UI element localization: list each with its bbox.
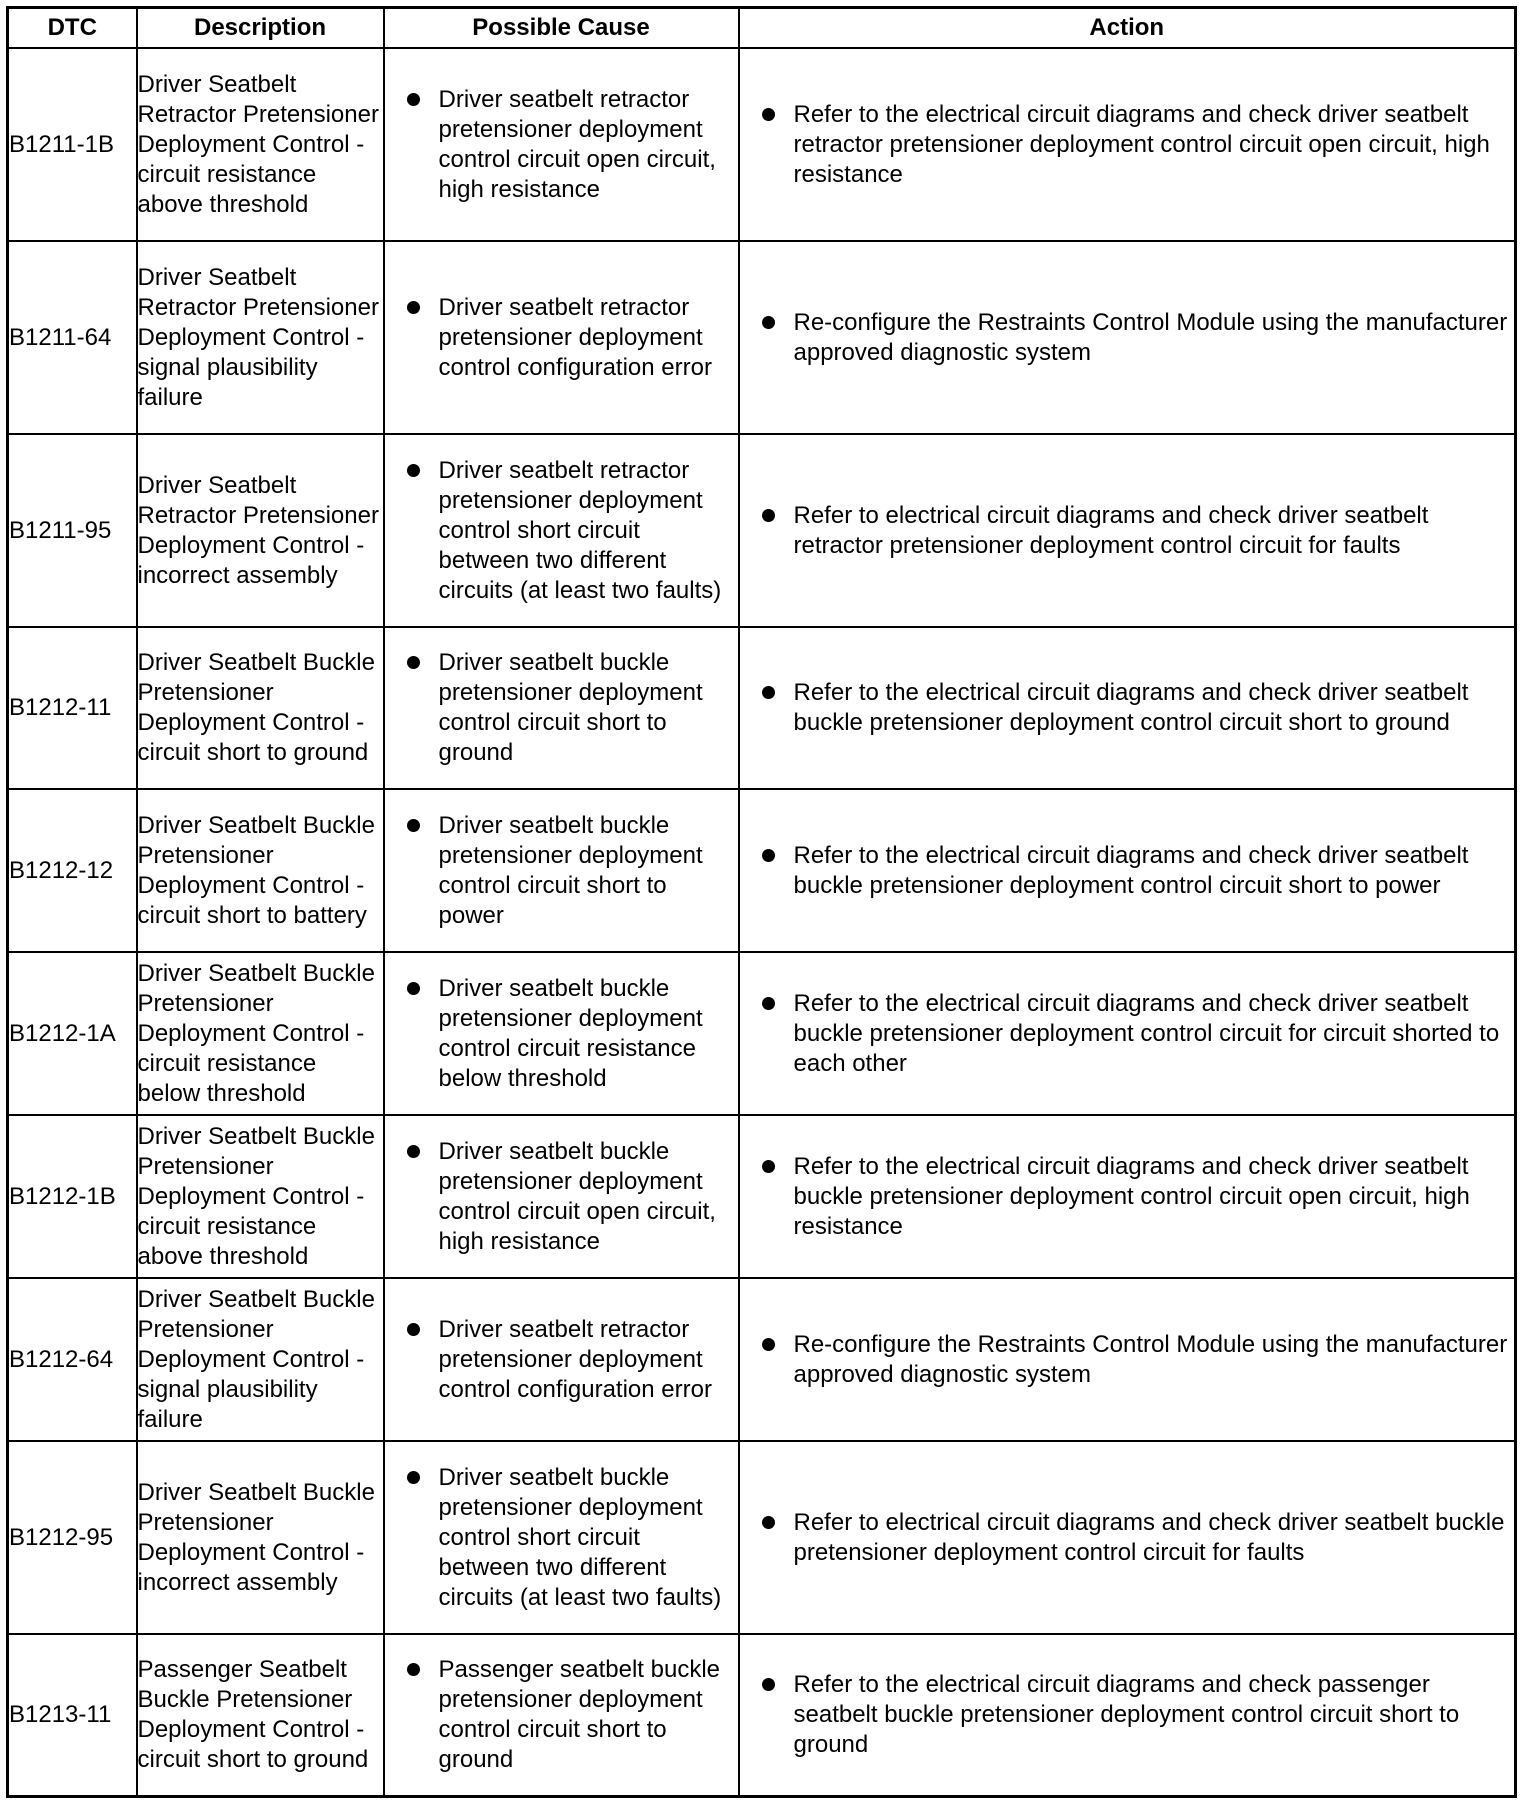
action-text: Refer to the electrical circuit diagrams and check driver seatbelt buckle pretensioner deployment control circuit open circuit, high resistance xyxy=(793,1152,1470,1240)
bullet-icon xyxy=(407,301,420,314)
dtc-code: B1212-1A xyxy=(8,952,137,1115)
dtc-description: Driver Seatbelt Buckle Pretensioner Deployment Control - circuit resistance above threshold xyxy=(137,1115,384,1278)
possible-cause-text: Driver seatbelt buckle pretensioner deployment control circuit short to power xyxy=(438,811,703,929)
dtc-code: B1212-64 xyxy=(8,1278,137,1441)
action-item xyxy=(740,841,1515,901)
bullet-icon xyxy=(762,849,775,862)
action-text: Re-configure the Restraints Control Module using the manufacturer approved diagnostic system xyxy=(793,308,1508,366)
possible-cause-item xyxy=(385,648,738,768)
action-item xyxy=(740,989,1515,1079)
action-item xyxy=(740,308,1515,368)
dtc-description: Driver Seatbelt Retractor Pretensioner Deployment Control - circuit resistance above threshold xyxy=(137,48,384,241)
action-item xyxy=(740,678,1515,738)
bullet-icon xyxy=(407,1145,420,1158)
dtc-code: B1213-11 xyxy=(8,1634,137,1796)
dtc-table xyxy=(6,6,1517,1798)
possible-cause-item xyxy=(385,1137,738,1257)
bullet-icon xyxy=(762,108,775,121)
bullet-icon xyxy=(762,509,775,522)
table-row xyxy=(8,1278,1516,1441)
action-cell xyxy=(739,1115,1516,1278)
possible-cause-item xyxy=(385,974,738,1094)
bullet-icon xyxy=(762,316,775,329)
possible-cause-text: Driver seatbelt retractor pretensioner deployment control configuration error xyxy=(438,1315,712,1403)
dtc-code: B1211-1B xyxy=(8,48,137,241)
action-item xyxy=(740,1508,1515,1568)
action-cell xyxy=(739,627,1516,789)
bullet-icon xyxy=(762,686,775,699)
bullet-icon xyxy=(407,93,420,106)
action-text: Refer to electrical circuit diagrams and check driver seatbelt retractor pretensioner deployment control circuit for faults xyxy=(793,501,1429,559)
table-row xyxy=(8,1115,1516,1278)
table-row xyxy=(8,952,1516,1115)
dtc-description: Driver Seatbelt Buckle Pretensioner Deployment Control - circuit short to ground xyxy=(137,627,384,789)
action-cell xyxy=(739,1441,1516,1634)
possible-cause-text: Driver seatbelt retractor pretensioner deployment control short circuit between two different circuits (at least two faults) xyxy=(438,456,722,604)
bullet-icon xyxy=(407,656,420,669)
action-cell xyxy=(739,1278,1516,1441)
action-item xyxy=(740,1152,1515,1242)
table-row xyxy=(8,789,1516,952)
possible-cause-cell xyxy=(384,627,739,789)
possible-cause-item xyxy=(385,811,738,931)
possible-cause-text: Driver seatbelt retractor pretensioner deployment control circuit open circuit, high resistance xyxy=(438,85,716,203)
table-row xyxy=(8,48,1516,241)
possible-cause-cell xyxy=(384,48,739,241)
action-text: Refer to the electrical circuit diagrams and check driver seatbelt buckle pretensioner deployment control circuit short to power xyxy=(793,841,1469,899)
action-text: Refer to the electrical circuit diagrams and check driver seatbelt buckle pretensioner deployment control circuit short to ground xyxy=(793,679,1469,736)
possible-cause-item xyxy=(385,1315,738,1405)
action-cell xyxy=(739,1634,1516,1796)
dtc-code: B1212-95 xyxy=(8,1441,137,1634)
action-cell xyxy=(739,434,1516,627)
action-text: Refer to electrical circuit diagrams and check driver seatbelt buckle pretensioner deployment control circuit for faults xyxy=(793,1508,1505,1566)
possible-cause-text: Driver seatbelt buckle pretensioner deployment control short circuit between two different circuits (at least two faults) xyxy=(438,1463,722,1611)
bullet-icon xyxy=(762,997,775,1010)
action-item xyxy=(740,1330,1515,1390)
possible-cause-cell xyxy=(384,952,739,1115)
table-row xyxy=(8,434,1516,627)
bullet-icon xyxy=(762,1338,775,1351)
action-item xyxy=(740,100,1515,190)
action-text: Refer to the electrical circuit diagrams and check passenger seatbelt buckle pretensioner deployment control circuit short to ground xyxy=(793,1670,1460,1758)
bullet-icon xyxy=(762,1516,775,1529)
header-description: Description xyxy=(137,8,384,49)
header-possible-cause: Possible Cause xyxy=(384,8,739,49)
header-dtc: DTC xyxy=(8,8,137,49)
table-header-row xyxy=(8,8,1516,49)
dtc-table-container xyxy=(6,6,1517,1798)
dtc-description: Passenger Seatbelt Buckle Pretensioner Deployment Control - circuit short to ground xyxy=(137,1634,384,1796)
action-cell xyxy=(739,241,1516,434)
table-row xyxy=(8,627,1516,789)
possible-cause-item xyxy=(385,456,738,606)
possible-cause-cell xyxy=(384,1115,739,1278)
dtc-description: Driver Seatbelt Buckle Pretensioner Deployment Control - circuit short to battery xyxy=(137,789,384,952)
possible-cause-cell xyxy=(384,1278,739,1441)
possible-cause-item xyxy=(385,1463,738,1613)
dtc-code: B1211-64 xyxy=(8,241,137,434)
possible-cause-cell xyxy=(384,434,739,627)
bullet-icon xyxy=(407,982,420,995)
dtc-description: Driver Seatbelt Retractor Pretensioner Deployment Control - incorrect assembly xyxy=(137,434,384,627)
table-row xyxy=(8,1441,1516,1634)
table-row xyxy=(8,241,1516,434)
possible-cause-item xyxy=(385,85,738,205)
table-row xyxy=(8,1634,1516,1796)
dtc-code: B1212-12 xyxy=(8,789,137,952)
possible-cause-cell xyxy=(384,789,739,952)
bullet-icon xyxy=(407,819,420,832)
action-cell xyxy=(739,789,1516,952)
action-item xyxy=(740,501,1515,561)
possible-cause-text: Passenger seatbelt buckle pretensioner deployment control circuit short to ground xyxy=(438,1655,721,1773)
bullet-icon xyxy=(407,1471,420,1484)
possible-cause-item xyxy=(385,293,738,383)
action-text: Refer to the electrical circuit diagrams and check driver seatbelt buckle pretensioner deployment control circuit for circuit shorted to each other xyxy=(793,989,1500,1077)
possible-cause-cell xyxy=(384,1634,739,1796)
possible-cause-text: Driver seatbelt buckle pretensioner deployment control circuit short to ground xyxy=(438,649,703,766)
possible-cause-cell xyxy=(384,1441,739,1634)
action-text: Re-configure the Restraints Control Module using the manufacturer approved diagnostic system xyxy=(793,1330,1508,1388)
action-item xyxy=(740,1670,1515,1760)
bullet-icon xyxy=(407,1663,420,1676)
bullet-icon xyxy=(407,464,420,477)
dtc-description: Driver Seatbelt Buckle Pretensioner Deployment Control - circuit resistance below threshold xyxy=(137,952,384,1115)
possible-cause-text: Driver seatbelt buckle pretensioner deployment control circuit resistance below threshold xyxy=(438,974,703,1092)
dtc-description: Driver Seatbelt Buckle Pretensioner Deployment Control - signal plausibility failure xyxy=(137,1278,384,1441)
dtc-code: B1212-1B xyxy=(8,1115,137,1278)
dtc-code: B1211-95 xyxy=(8,434,137,627)
bullet-icon xyxy=(762,1160,775,1173)
possible-cause-text: Driver seatbelt buckle pretensioner deployment control circuit open circuit, high resistance xyxy=(438,1137,716,1255)
dtc-code: B1212-11 xyxy=(8,627,137,789)
action-cell xyxy=(739,48,1516,241)
action-text: Refer to the electrical circuit diagrams and check driver seatbelt retractor pretensioner deployment control circuit open circuit, high resistance xyxy=(793,100,1490,188)
dtc-description: Driver Seatbelt Retractor Pretensioner Deployment Control - signal plausibility failure xyxy=(137,241,384,434)
possible-cause-item xyxy=(385,1655,738,1775)
possible-cause-text: Driver seatbelt retractor pretensioner deployment control configuration error xyxy=(438,293,712,381)
bullet-icon xyxy=(762,1678,775,1691)
dtc-description: Driver Seatbelt Buckle Pretensioner Deployment Control - incorrect assembly xyxy=(137,1441,384,1634)
bullet-icon xyxy=(407,1323,420,1336)
possible-cause-cell xyxy=(384,241,739,434)
header-action: Action xyxy=(739,8,1516,49)
action-cell xyxy=(739,952,1516,1115)
